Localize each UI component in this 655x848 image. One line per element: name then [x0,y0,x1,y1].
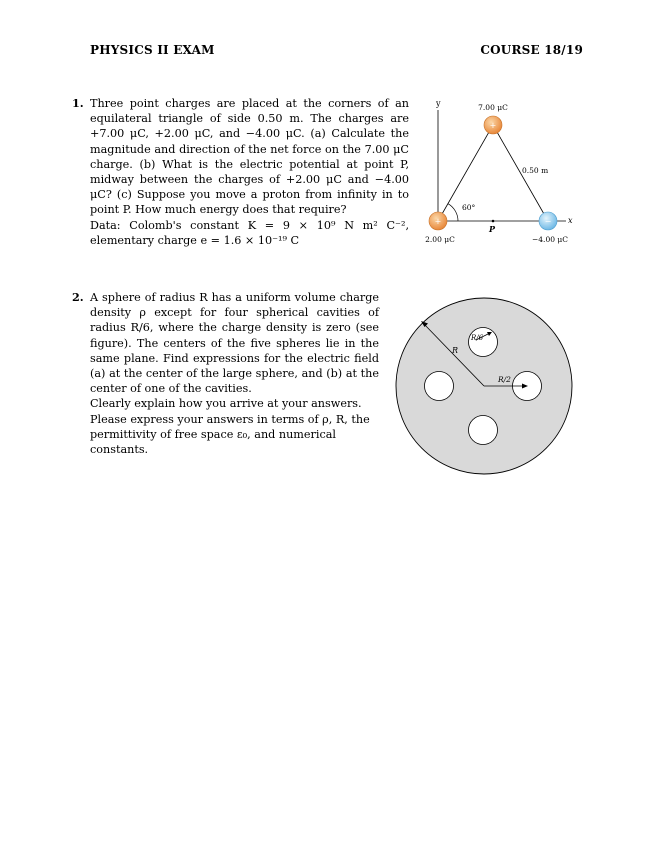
side-length-label: 0.50 m [522,166,549,175]
top-charge-label: 7.00 μC [478,103,508,112]
problem-2-text: A sphere of radius R has a uniform volume charge density ρ except for four spherical cavities of radius R/6, where the charge density is zero (see figure). The centers of the five spheres lie in the same plane. Find expressions for the electric field (a) at the center of the large sphere, and (b) at the center of one of the cavities. [90,291,379,396]
problem-1-data: Data: Colomb's constant K = 9 × 10⁹ N m² C⁻², elementary charge e = 1.6 × 10⁻¹⁹ C [90,218,409,247]
problem-1 [72,96,409,248]
problem-1-text: Three point charges are placed at the corners of an equilateral triangle of side 0.50 m. The charges are +7.00 μC, +2.00 μC, and −4.00 μC. (a) Calculate the magnitude and direction of the net force on the 7.00 μC charge. (b) What is the electric potential at point P, midway between the charges of +2.00 μC and −4.00 μC? (c) Suppose you move a proton from infinity in to point P. How much energy does that require? [90,97,409,217]
problem-2 [72,290,379,457]
point-p-label: P [489,224,496,234]
cavity-top [469,328,498,357]
charges-triangle-figure [418,96,588,256]
problem-number: 2. [72,290,84,304]
minus-sign: − [544,217,552,226]
cavity-radius-label: R/6 [471,334,484,342]
offset-label: R/2 [498,375,511,384]
exam-title: PHYSICS II EXAM [90,43,215,57]
y-axis-label: y [436,99,441,108]
right-charge-label: −4.00 μC [532,235,568,244]
plus-sign: + [489,121,497,130]
problem-number: 1. [72,96,84,110]
problem-2-instructions: Clearly explain how you arrive at your answers. Please express your answers in terms of ρ, R, the permittivity of free space ε₀, and numerical constants. [90,397,370,457]
radius-label: R [452,346,459,355]
plus-sign: + [434,217,442,226]
left-charge [429,212,447,230]
sphere-cavities-figure [394,296,574,476]
x-axis-label: x [568,216,573,225]
course-label: COURSE 18/19 [480,43,583,57]
angle-label: 60° [462,203,476,212]
top-charge [484,116,502,134]
right-charge [539,212,557,230]
angle-arc [448,204,458,221]
point-p-marker [492,220,495,223]
cavity-left [425,372,454,401]
left-charge-label: 2.00 μC [425,235,455,244]
cavity-bottom [469,416,498,445]
